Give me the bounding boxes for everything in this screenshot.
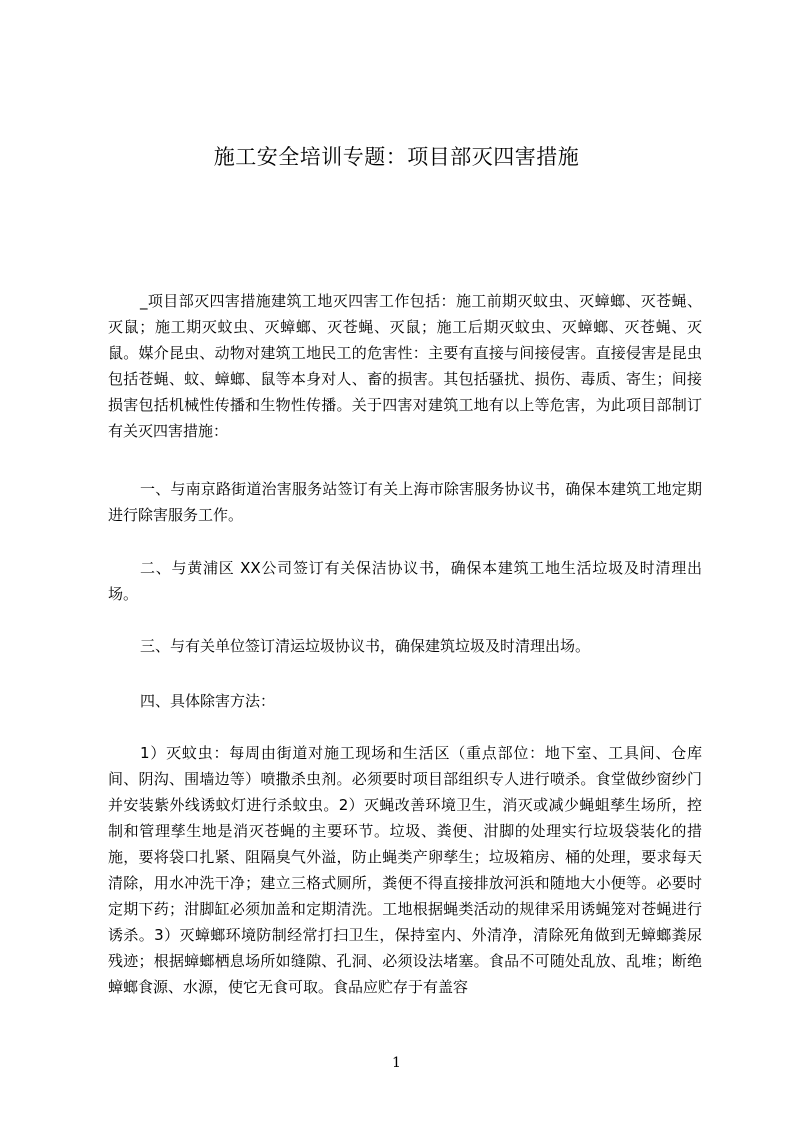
page-title: 施工安全培训专题：项目部灭四害措施 xyxy=(213,145,580,169)
intro-paragraph: _项目部灭四害措施建筑工地灭四害工作包括：施工前期灭蚊虫、灭蟑螂、灭苍蝇、灭鼠；施工期灭蚊虫、灭蟑螂、灭苍蝇、灭鼠；施工后期灭蚊虫、灭蟑螂、灭苍蝇、灭鼠。媒介昆虫、动物对建筑工地民工的危害性：主要有直接与间接侵害。直接侵害是昆虫包括苍蝇、蚊、蟑螂、鼠等本身对人、畜的损害。其包括骚扰、损伤、毒质、寄生；间接损害包括机械性传播和生物性传播。关于四害对建筑工地有以上等危害，为此项目部制订有关灭四害措施： xyxy=(108,292,702,440)
measure-item-4-heading: 四、具体除害方法： xyxy=(140,692,276,710)
measure-item-1: 一、与南京路街道治害服务站签订有关上海市除害服务协议书，确保本建筑工地定期进行除害服务工作。 xyxy=(108,480,702,524)
pest-control-methods-paragraph: 1）灭蚊虫：每周由街道对施工现场和生活区（重点部位：地下室、工具间、仓库间、阴沟、围墙边等）喷撒杀虫剂。必须要时项目部组织专人进行喷杀。食堂做纱窗纱门并安装紫外线诱蚊灯进行杀蚊虫。2）灭蝇改善环境卫生，消灭或减少蝇蛆孳生场所，控制和管理孳生地是消灭苍蝇的主要环节。垃圾、粪便、泔脚的处理实行垃圾袋装化的措施，要将袋口扎紧、阻隔臭气外溢，防止蝇类产卵孳生；垃圾箱房、桶的处理，要求每天清除，用水冲洗干净；建立三格式厕所，粪便不得直接排放河浜和随地大小便等。必要时定期下药；泔脚缸必须加盖和定期清洗。工地根据蝇类活动的规律采用诱蝇笼对苍蝇进行诱杀。3）灭蟑螂环境防制经常打扫卫生，保持室内、外清净，清除死角做到无蟑螂粪尿残迹；根据蟑螂栖息场所如缝隙、孔洞、必须设法堵塞。食品不可随处乱放、乱堆；断绝蟑螂食源、水源，使它无食可取。食品应贮存于有盖容 xyxy=(108,744,702,996)
measure-item-3: 三、与有关单位签订清运垃圾协议书，确保建筑垃圾及时清理出场。 xyxy=(140,637,591,655)
measure-item-2: 二、与黄浦区 XX公司签订有关保洁协议书，确保本建筑工地生活垃圾及时清理出场。 xyxy=(108,559,702,603)
page-number: 1 xyxy=(392,1055,401,1071)
